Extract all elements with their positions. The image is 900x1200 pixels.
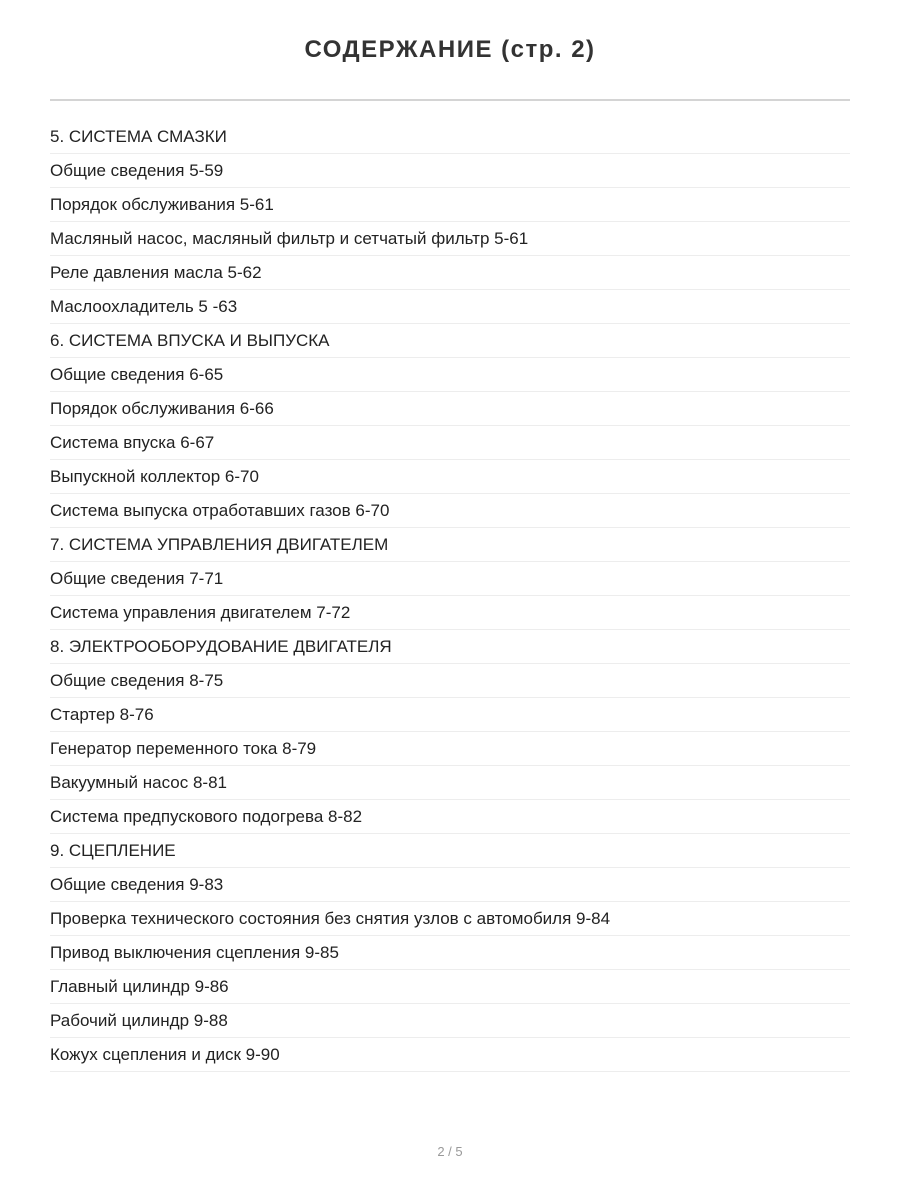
page-indicator: 2 / 5 [437,1144,463,1159]
toc-entry: Система впуска 6-67 [50,426,850,460]
toc-entry: Общие сведения 9-83 [50,868,850,902]
toc-section-heading: 5. СИСТЕМА СМАЗКИ [50,120,850,154]
table-of-contents [50,120,850,1072]
title-divider [50,99,850,101]
toc-entry: Общие сведения 7-71 [50,562,850,596]
toc-entry: Маслоохладитель 5 -63 [50,290,850,324]
toc-entry: Общие сведения 8-75 [50,664,850,698]
toc-entry: Порядок обслуживания 6-66 [50,392,850,426]
toc-entry: Масляный насос, масляный фильтр и сетчатый фильтр 5-61 [50,222,850,256]
toc-entry: Система предпускового подогрева 8-82 [50,800,850,834]
toc-entry: Проверка технического состояния без снятия узлов с автомобиля 9-84 [50,902,850,936]
toc-entry: Реле давления масла 5-62 [50,256,850,290]
toc-section-heading: 8. ЭЛЕКТРООБОРУДОВАНИЕ ДВИГАТЕЛЯ [50,630,850,664]
toc-entry: Привод выключения сцепления 9-85 [50,936,850,970]
toc-entry: Рабочий цилиндр 9-88 [50,1004,850,1038]
toc-entry: Стартер 8-76 [50,698,850,732]
toc-entry: Порядок обслуживания 5-61 [50,188,850,222]
toc-section-heading: 7. СИСТЕМА УПРАВЛЕНИЯ ДВИГАТЕЛЕМ [50,528,850,562]
toc-section-heading: 9. СЦЕПЛЕНИЕ [50,834,850,868]
toc-entry: Общие сведения 5-59 [50,154,850,188]
toc-entry: Система выпуска отработавших газов 6-70 [50,494,850,528]
page-title: СОДЕРЖАНИЕ (стр. 2) [304,36,596,63]
toc-entry: Общие сведения 6-65 [50,358,850,392]
toc-entry: Система управления двигателем 7-72 [50,596,850,630]
toc-entry: Кожух сцепления и диск 9-90 [50,1038,850,1072]
toc-entry: Вакуумный насос 8-81 [50,766,850,800]
toc-entry: Генератор переменного тока 8-79 [50,732,850,766]
toc-entry: Главный цилиндр 9-86 [50,970,850,1004]
toc-entry: Выпускной коллектор 6-70 [50,460,850,494]
toc-section-heading: 6. СИСТЕМА ВПУСКА И ВЫПУСКА [50,324,850,358]
